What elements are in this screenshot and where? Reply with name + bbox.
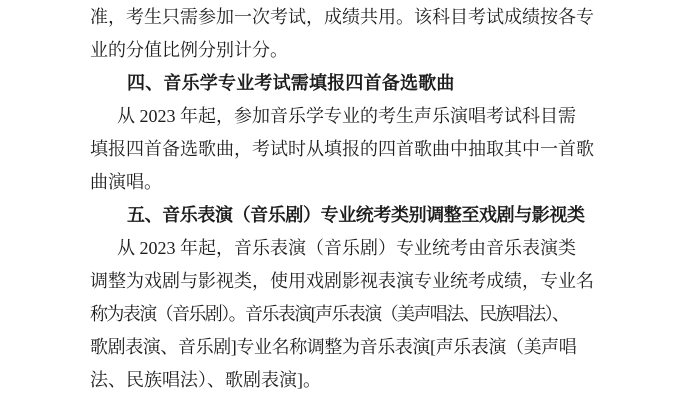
body-line: 业的分值比例分别计分。 bbox=[90, 40, 288, 60]
body-line: 从 2023 年起，参加音乐学专业的考生声乐演唱考试科目需 bbox=[117, 106, 576, 126]
body-line: 从 2023 年起，音乐表演（音乐剧）专业统考由音乐表演类 bbox=[117, 238, 576, 258]
body-line: 法、民族唱法）、歌剧表演]。 bbox=[90, 370, 321, 390]
body-line: 歌剧表演、音乐剧]专业名称调整为音乐表演[声乐表演（美声唱 bbox=[90, 337, 577, 357]
body-line: 调整为戏剧与影视类，使用戏剧影视表演专业统考成绩，专业名 bbox=[90, 271, 594, 291]
body-line: 填报四首备选歌曲，考试时从填报的四首歌曲中抽取其中一首歌 bbox=[90, 139, 594, 159]
body-line: 曲演唱。 bbox=[90, 172, 162, 192]
body-line: 称为表演（音乐剧）。音乐表演[声乐表演（美声唱法、民族唱法）、 bbox=[90, 304, 569, 324]
section-heading-4: 四、音乐学专业考试需填报四首备选歌曲 bbox=[127, 73, 455, 94]
section-heading-5: 五、音乐表演（音乐剧）专业统考类别调整至戏剧与影视类 bbox=[127, 205, 585, 226]
body-line: 准，考生只需参加一次考试，成绩共用。该科目考试成绩按各专 bbox=[90, 7, 594, 27]
